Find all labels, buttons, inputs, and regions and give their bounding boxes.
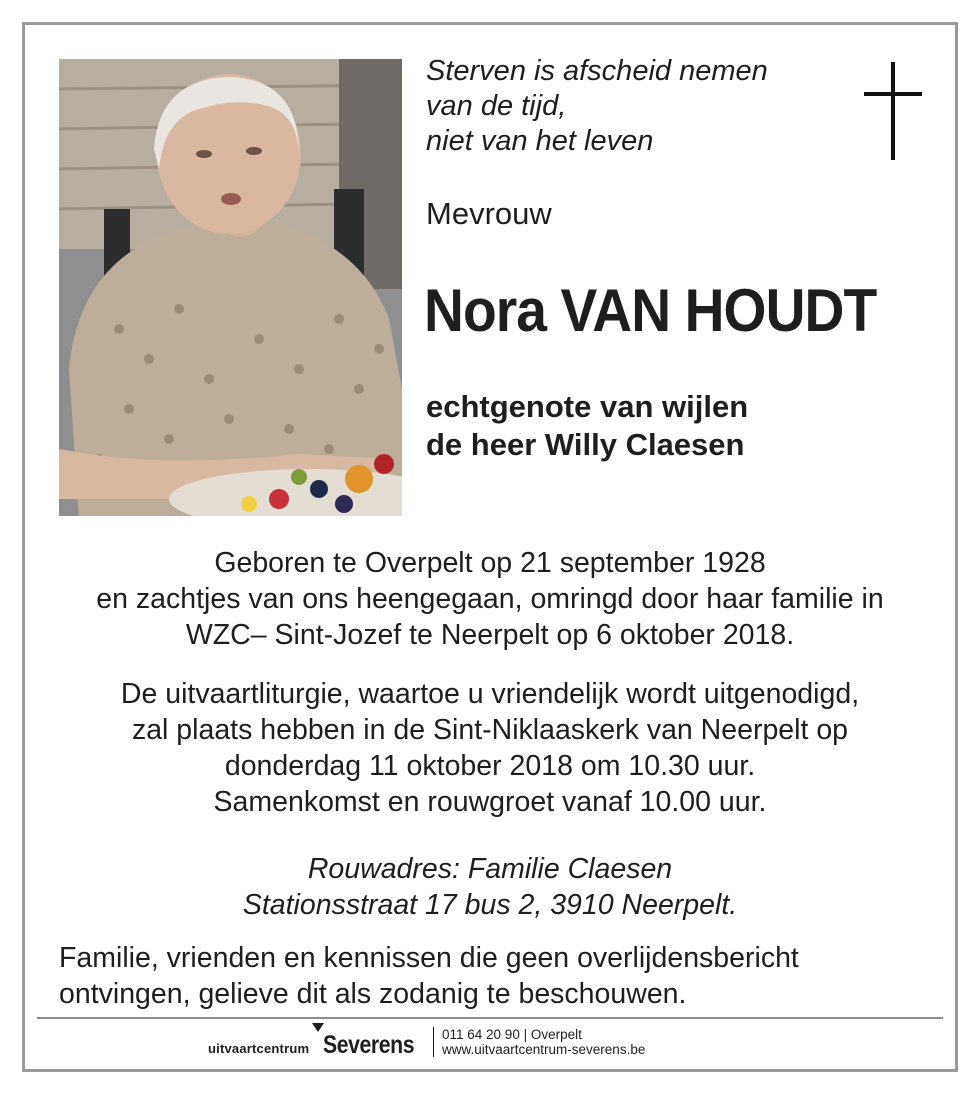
text-line: Stationsstraat 17 bus 2, 3910 Neerpelt.: [242, 889, 738, 921]
text-line: Rouwadres: Familie Claesen: [307, 853, 673, 885]
honorific: Mevrouw: [426, 196, 552, 231]
notice-text: [59, 940, 939, 1012]
footer-divider: [37, 1017, 943, 1019]
poem-line: Sterven is afscheid nemen: [426, 55, 768, 87]
brand-prefix: uitvaartcentrum: [208, 1041, 310, 1056]
brand-name: Severens: [323, 1031, 415, 1059]
text-line: zal plaats hebben in de Sint-Niklaaskerk van Neerpelt op: [131, 714, 849, 746]
contact-website[interactable]: www.uitvaartcentrum-severens.be: [442, 1042, 646, 1057]
cross-icon: [864, 62, 922, 160]
text-line: donderdag 11 oktober 2018 om 10.30 uur.: [224, 750, 756, 782]
spouse-line: echtgenote van wijlen: [426, 389, 749, 424]
contact-phone: 011 64 20 90 | Overpelt: [442, 1027, 582, 1042]
deceased-name: Nora VAN HOUDT: [424, 277, 877, 344]
text-line: De uitvaartliturgie, waartoe u vriendelijk wordt uitgenodigd,: [120, 678, 860, 710]
text-line: Familie, vrienden en kennissen die geen overlijdensbericht: [59, 942, 799, 974]
contact-info: [442, 1027, 645, 1057]
text-line: Geboren te Overpelt op 21 september 1928: [214, 547, 766, 579]
text-line: Samenkomst en rouwgroet vanaf 10.00 uur.: [213, 786, 767, 818]
poem-line: van de tijd,: [426, 90, 567, 122]
poem-line: niet van het leven: [426, 125, 654, 157]
text-line: en zachtjes van ons heengegaan, omringd door haar familie in: [96, 583, 884, 615]
spouse-info: [426, 388, 748, 464]
footer-separator: [433, 1027, 434, 1057]
text-line: WZC– Sint-Jozef te Neerpelt op 6 oktober 2018.: [185, 619, 795, 651]
poem: [426, 54, 846, 159]
portrait-photo: [59, 59, 402, 516]
funeral-home-footer: [0, 1022, 980, 1062]
birth-death-info: [40, 545, 940, 653]
text-line: ontvingen, gelieve dit als zodanig te beschouwen.: [59, 978, 687, 1010]
funeral-info: [40, 676, 940, 820]
spouse-line: de heer Willy Claesen: [426, 427, 745, 462]
mourning-address: [40, 851, 940, 923]
